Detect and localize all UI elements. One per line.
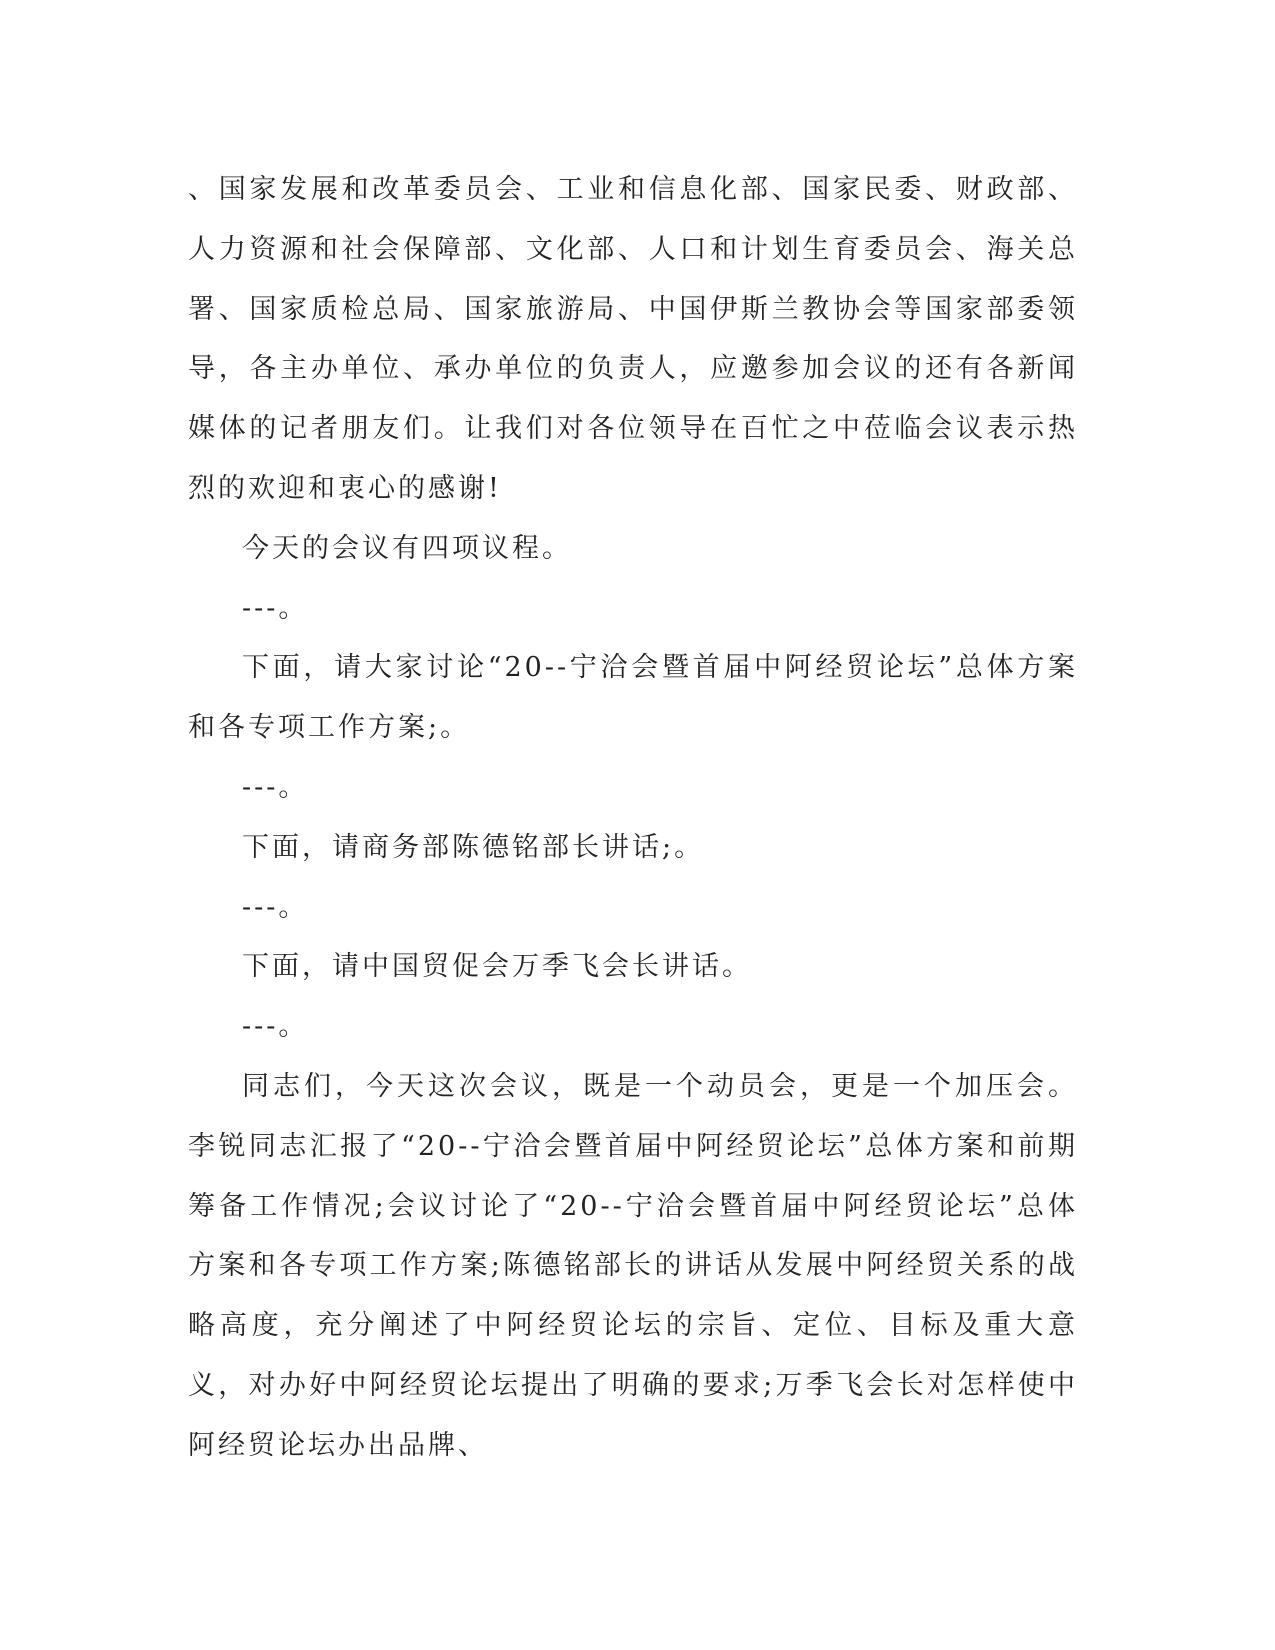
paragraph-speech-ccpit: 下面，请中国贸促会万季飞会长讲话。 — [242, 951, 752, 983]
paragraph-speech-minister: 下面，请商务部陈德铭部长讲话;。 — [242, 831, 705, 863]
paragraph-marker: ---。 — [242, 891, 309, 923]
paragraph-summary: 同志们，今天这次会议，既是一个动员会，更是一个加压会。李锐同志汇报了“20--宁洽会暨首届中阿经贸论坛”总体方案和前期筹备工作情况;会议讨论了“20--宁洽会暨首届中阿经贸论坛”总体方案和各专项工作方案;陈德铭部长的讲话从发展中阿经贸关系的战略高度，充分阐述了中阿经贸论坛的宗旨、定位、目标及重大意义，对办好中阿经贸论坛提出了明确的要求;万季飞会长对怎样使中阿经贸论坛办出品牌、 — [188, 1070, 1078, 1461]
document-body — [188, 160, 1078, 1476]
paragraph-attendees: 、国家发展和改革委员会、工业和信息化部、国家民委、财政部、人力资源和社会保障部、文化部、人口和计划生育委员会、海关总署、国家质检总局、国家旅游局、中国伊斯兰教协会等国家部委领导，各主办单位、承办单位的负责人，应邀参加会议的还有各新闻媒体的记者朋友们。让我们对各位领导在百忙之中莅临会议表示热烈的欢迎和衷心的感谢! — [188, 174, 1078, 504]
paragraph-marker: ---。 — [242, 592, 309, 624]
paragraph-agenda: 今天的会议有四项议程。 — [242, 532, 572, 564]
paragraph-discussion: 下面，请大家讨论“20--宁洽会暨首届中阿经贸论坛”总体方案和各专项工作方案;。 — [188, 652, 1078, 744]
paragraph-marker: ---。 — [242, 1011, 309, 1043]
paragraph-marker: ---。 — [242, 771, 309, 803]
